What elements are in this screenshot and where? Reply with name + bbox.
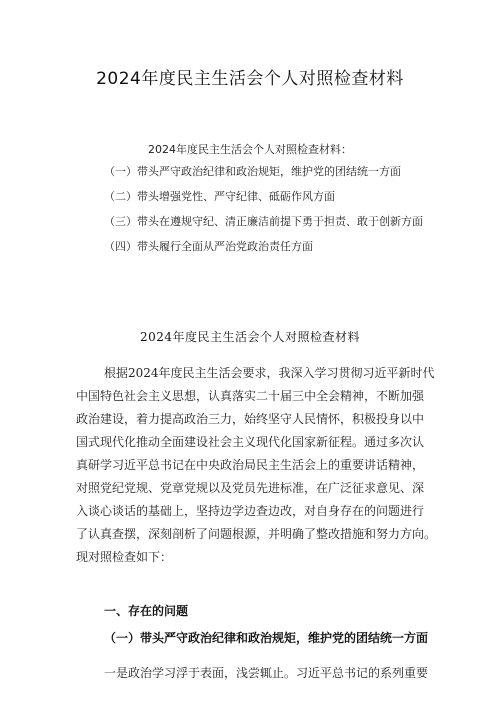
intro-paragraph [0,366,500,573]
toc-item: （二）带头增强党性、严守纪律、砥砺作风方面 [104,190,335,203]
paragraph-line: 现对照检查如下： [76,550,173,564]
paragraph-line: 入谈心谈话的基础上，坚持边学边查边改，对自身存在的问题进行 [76,504,425,518]
paragraph-line: 根据2024年度民主生活会要求，我深入学习贯彻习近平新时代 [104,366,435,380]
toc-item: （三）带头在遵规守纪、清正廉洁前提下勇于担责、敢于创新方面 [104,215,423,228]
toc-item: （一）带头严守政治纪律和政治规矩，维护党的团结统一方面 [104,165,401,178]
toc-item: （四）带头履行全面从严治党政治责任方面 [104,240,313,253]
toc-heading: 2024年度民主生活会个人对照检查材料： [148,143,352,156]
paragraph-line: 政治建设，着力提高政治三力，始终坚守人民情怀，积极投身以中 [76,412,425,426]
paragraph-line: 中国特色社会主义思想，认真落实二十届三中全会精神，不断加强 [76,389,425,403]
subsection-heading: （一）带头严守政治纪律和政治规矩，维护党的团结统一方面 [104,631,429,645]
paragraph-line: 对照党纪党规、党章党规以及党员先进标准，在广泛征求意见、深 [76,481,425,495]
paragraph-line: 真研学习近平总书记在中央政治局民主生活会上的重要讲话精神， [76,458,425,472]
paragraph-line: 了认真查摆，深刻剖析了问题根源，并明确了整改措施和努力方向。 [76,527,437,541]
paragraph-line: 国式现代化推动全面建设社会主义现代化国家新征程。通过多次认 [76,435,425,449]
toc-list [104,165,464,265]
document-subtitle: 2024年度民主生活会个人对照检查材料 [139,330,361,344]
section-heading: 一、存在的问题 [104,604,189,618]
paragraph-line: 一是政治学习浮于表面，浅尝辄止。习近平总书记的系列重要 [104,666,429,680]
main-title: 2024年度民主生活会个人对照检查材料 [96,69,404,89]
